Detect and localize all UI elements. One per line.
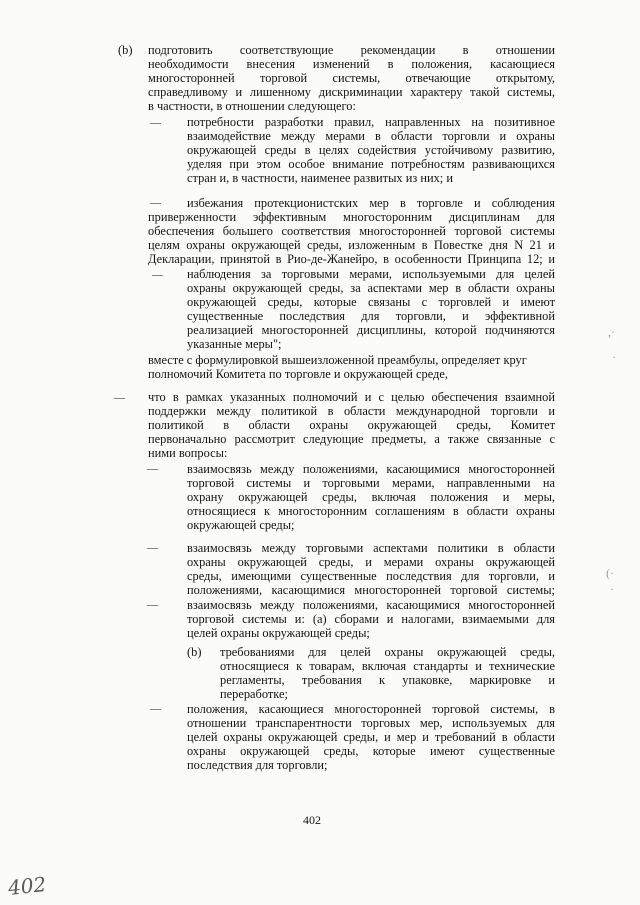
text-line: взаимосвязь между положениями, касающимися многосторонней — [187, 462, 555, 476]
text-line: взаимосвязь между торговыми аспектами политики в области — [187, 541, 555, 555]
text-line: окружающей среды; — [187, 518, 295, 532]
text-line: целей охраны окружающей среды, и мер и требований в области — [187, 730, 555, 744]
sub-item-marker-b: (b) — [187, 645, 202, 659]
text-line: первоначально рассмотрит следующие предметы, а также связанные с — [148, 432, 555, 446]
text-line: обеспечения большего соответствия многосторонней торговой системы — [148, 224, 555, 238]
scan-artifact: (· — [606, 566, 614, 580]
text-line: охраны окружающей среды, за аспектами мер в области охраны — [187, 281, 555, 295]
text-line: политикой в области охраны окружающей среды, Комитет — [148, 418, 555, 432]
text-line: Декларации, принятой в Рио-де-Жанейро, в особенности Принципа 12; и — [148, 252, 555, 266]
text-line: относящиеся к многосторонним соглашениям в области охраны — [187, 504, 555, 518]
text-line: многосторонней торговой системы, отвечающие открытому, — [148, 71, 555, 85]
text-line: взаимодействие между мерами в области торговли и охраны — [187, 129, 555, 143]
scan-artifact: · — [610, 582, 614, 596]
text-line: регламенты, требования к упаковке, маркировке и — [220, 673, 555, 687]
text-line: окружающей среды в целях содействия устойчивому развитию, — [187, 143, 555, 157]
text-line: что в рамках указанных полномочий и с целью обеспечения взаимной — [148, 390, 555, 404]
scan-artifact: ,· — [608, 325, 615, 339]
text-line: торговой системы и: (a) сборами и налогами, взимаемыми для — [187, 612, 555, 626]
scan-artifact: · — [612, 350, 616, 364]
dash-marker: — — [147, 542, 158, 554]
text-line: положениями, касающимися многосторонней торговой системы; — [187, 583, 555, 597]
text-line: необходимости внесения изменений в положения, касающиеся — [148, 57, 555, 71]
text-line: подготовить соответствующие рекомендации в отношении — [148, 43, 555, 57]
item-marker-b: (b) — [118, 43, 133, 57]
text-line: охраны окружающей среды, которые имеют существенные — [187, 744, 555, 758]
text-line: уделяя при этом особое внимание потребностям развивающихся — [187, 157, 555, 171]
dash-marker: — — [150, 197, 161, 209]
dash-marker: — — [150, 703, 161, 715]
text-line: стран и, в частности, наименее развитых из них; и — [187, 171, 453, 185]
handwritten-page-number: 402 — [6, 872, 48, 900]
text-line: ними вопросы: — [148, 446, 228, 460]
text-line: потребности разработки правил, направленных на позитивное — [187, 115, 555, 129]
text-line: в частности, в отношении следующего: — [148, 99, 356, 113]
dash-marker: — — [114, 392, 125, 404]
text-line: среды, имеющими существенные последствия для торговли, и — [187, 569, 555, 583]
text-line: целям охраны окружающей среды, изложенным в Повестке дня N 21 и — [148, 238, 555, 252]
text-line: взаимосвязь между положениями, касающимися многосторонней — [187, 598, 555, 612]
text-line: последствия для торговли; — [187, 758, 328, 772]
dash-marker: — — [147, 599, 158, 611]
text-line: вместе с формулировкой вышеизложенной преамбулы, определяет круг — [148, 353, 527, 367]
dash-marker: — — [147, 463, 158, 475]
text-line: целей охраны окружающей среды; — [187, 626, 370, 640]
page-number: 402 — [303, 813, 321, 827]
text-line: требованиями для целей охраны окружающей среды, — [220, 645, 555, 659]
text-line: охраны окружающей среды, и мерами охраны окружающей — [187, 555, 555, 569]
text-line: избежания протекционистских мер в торговле и соблюдения — [187, 196, 555, 210]
text-line: поддержки между политикой в области международной торговли и — [148, 404, 555, 418]
text-line: торговой системы и торговыми мерами, направленными на — [187, 476, 555, 490]
dash-marker: — — [150, 117, 161, 129]
text-line: указанные меры"; — [187, 337, 282, 351]
text-line: приверженности эффективным многосторонним дисциплинам для — [148, 210, 555, 224]
text-line: охрану окружающей среды, включая положения и меры, — [187, 490, 555, 504]
text-line: наблюдения за торговыми мерами, используемыми для целей — [187, 267, 555, 281]
text-line: отношении транспарентности торговых мер, используемых для — [187, 716, 555, 730]
text-line: полномочий Комитета по торговле и окружающей среде, — [148, 367, 448, 381]
dash-marker: — — [152, 269, 163, 281]
text-line: переработке; — [220, 687, 288, 701]
text-line: существенные последствия для торговли, и эффективной — [187, 309, 555, 323]
text-line: положения, касающиеся многосторонней торговой системы, в — [187, 702, 555, 716]
text-line: относящиеся к товарам, включая стандарты и технические — [220, 659, 555, 673]
text-line: справедливому и лишенному дискриминации характеру такой системы, — [148, 85, 555, 99]
text-line: окружающей среды, которые связаны с торговлей и имеют — [187, 295, 555, 309]
text-line: реализацией многосторонней дисциплины, которой подчиняются — [187, 323, 555, 337]
